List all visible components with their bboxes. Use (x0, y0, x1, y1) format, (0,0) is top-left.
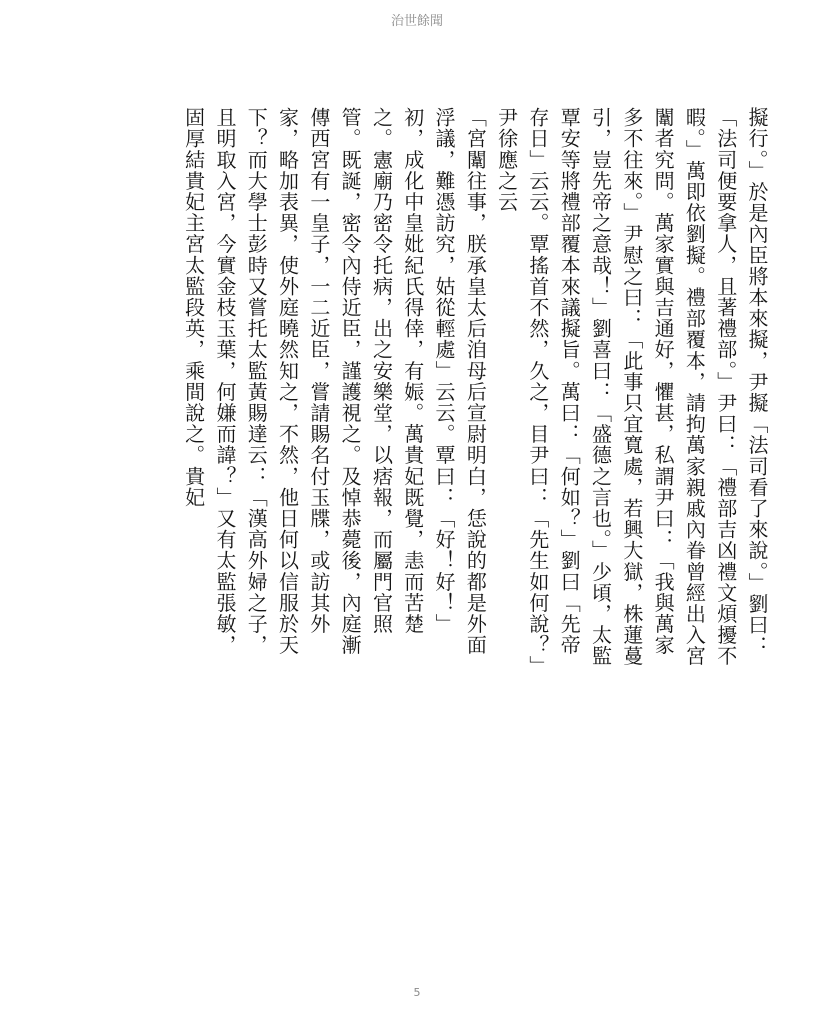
paragraph: 「宮闈往事，朕承皇太后洎母后宣尉明白，恁說的都是外面浮議，難憑訪究，姑從輕處」云云。覃曰：「好！好！」初，成化中皇妣紀氏得倖，有娠。萬貴妃既覺，恚而苦楚之。憲廟乃密令托病，出之安樂堂，以痞報，而屬門官照管。既誕，密令內侍近臣，謹護視之。及悼恭薨後，內庭漸傳西宮有一皇子，一二近臣，嘗請賜名付玉牒，或訪其外家，略加表異，使外庭曉然知之，不然，他日何以信服於天下？而大學士彭時又嘗托太監黃賜達云：「漢高外婦之子，且明取入宮，今實金枝玉葉，何嫌而諱？」又有太監張敏，固厚結貴妃主宮太監段英，乘間說之。貴妃 (181, 107, 488, 656)
vertical-text-body (82, 107, 772, 667)
paragraph: 擬行。」於是內臣將本來擬，尹擬「法司看了來說。」劉曰：「法司便要拿人，且著禮部。」尹曰：「禮部吉凶禮文煩擾不暇。」萬即依劉擬。禮部覆本，請拘萬家親戚內眷曾經出入宮闈者究問。萬家實與吉通好，懼甚，私謂尹曰：「我與萬家多不往來。」尹慰之曰：「此事只宜寬處，若興大獄，株蓮蔓引，豈先帝之意哉！」劉喜曰：「盛德之言也。」少頃，太監覃安等將禮部覆本來議擬旨。萬曰：「何如？」劉曰「先帝存日」云云。覃搖首不然，久之，目尹曰：「先生如何說？」尹徐應之云 (494, 107, 769, 667)
page-number: 5 (413, 986, 421, 999)
page-header-title: 治世餘聞 (390, 14, 443, 29)
